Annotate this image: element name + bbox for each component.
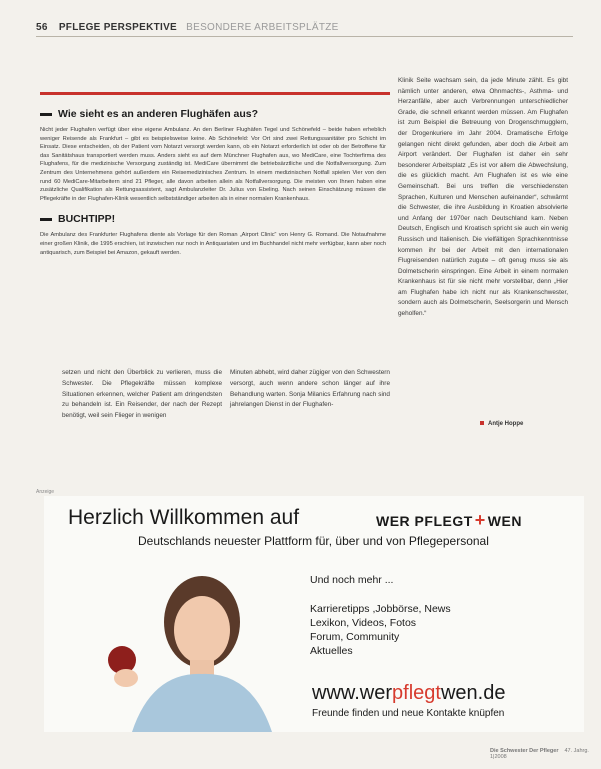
right-column-text: Klinik Seite wachsam sein, da jede Minute zählt. Es gibt nämlich unter anderen, etwa Ohnmachts-, Asthma- und Herzanfälle, aber auch Verbrennungen unterschiedlicher Grade, die schnell erkannt werden müssen. Am Flughafen ist zum Beispiel die Betreuung von Drogenschmugglern, der Drogenkuriere im Jahr 2004. Dramatische Erfolge gelangen nicht direkt gefunden, aber doch die Arbeit am Airport verändert. Der Flughafen ist daher ein sehr besonderer Arbeitsplatz „Es ist vor allem die Abwechslung, die es glücklich macht. Am Flughafen ist es wie eine Gemeinschaft. Bei uns treffen die verschiedensten Sprachen, Kulturen und Menschen aufeinander“, schwärmt die Schwester, die ihre Ausbildung in Kroatien absolvierte und Anfang der 1970er nach Deutschland kam. Neben Deutsch, Englisch und Kroatisch spricht sie auch ein wenig Russisch und Italienisch. Die vielfältigen Sprachkenntnisse kommen ihr bei der Arbeit mit den internationalen Flugreisenden natürlich zugute – oft genug muss sie als Dolmetscherin einspringen. Eine Arbeit in einem normalen Krankenhaus ist für sie nicht mehr vorstellbar, denn „Hier am Flughafen habe ich nicht nur als Krankenschwester, sondern auch als Dolmetscherin, Seelsorgerin und Mensch geholfen.“ bbox=[398, 77, 568, 318]
face-shape bbox=[174, 596, 230, 664]
lower-column-1: setzen und nicht den Überblick zu verlieren, muss die Schwester. Die Pflegekräfte müssen komplexe Situationen erkennen, welcher Patient am dringendsten zu behandeln ist. Ein Reisender, der nach der Rezept benötigt, weil sein Flieger in wenigen bbox=[62, 369, 222, 420]
ad-claim: Freunde finden und neue Kontakte knüpfen bbox=[312, 708, 505, 719]
author-line bbox=[480, 421, 523, 427]
infobox-paragraph: Nicht jeder Flughafen verfügt über eine eigene Ambulanz. An den Berliner Flughäfen Tegel und Schönefeld – beide haben erheblich weniger Reisende als Frankfurt – gibt es beispielsweise keine. Ab Schönefeld: Vor Ort sind zwei Rettungssanitäter pro Schicht im Einsatz. Diese entscheiden, ob der Patient vom Notarzt versorgt werden kann, ob ein Notarzt erforderlich ist oder ob der Betroffene für das Sanitätshaus transportiert werden muss. Anders sieht es auf dem Münchner Flughafen aus, wo MediCare, eine Tochterfirma des Flughafens, für die medizinische Versorgung zuständig ist. MediCare übernimmt die betriebsärztliche und die Notfallversorgung. Zum Zentrum des Unternehmens gehört außerdem ein Reisemedizinisches Zentrum. In einem medizinischen Notfall spielen Vier von den rund 60 MediCare-Mitarbeitern sind 21 Pfleger, alle davon arbeiten allein als Notfallversorgung. Die meisten von Ihnen haben eine zusätzliche Qualifikation als Rettungsassistent, sagt Ambulanzleiter Dr. Julius von Ebeling. Nach seinen Einschätzung müssen die Pflegekräfte in der Flughafen-Klinik wesentlich selbstständiger arbeiten als in einer normalen Krankenhaus. bbox=[40, 127, 386, 202]
ad-feature-item: Aktuelles bbox=[310, 645, 353, 657]
infobox-accent-bar bbox=[40, 92, 390, 95]
ad-subtitle: Deutschlands neuester Plattform für, über und von Pflegepersonal bbox=[138, 534, 489, 548]
ad-url-suffix: wen.de bbox=[440, 682, 506, 704]
ad-logo bbox=[376, 510, 522, 531]
ad-url-prefix: www.wer bbox=[312, 682, 393, 704]
ad-feature-item: Lexikon, Videos, Fotos bbox=[310, 617, 417, 629]
ad-more-label: Und noch mehr ... bbox=[310, 574, 394, 586]
page-footer bbox=[490, 748, 601, 760]
ad-label: Anzeige bbox=[36, 489, 55, 495]
heading-dash-icon bbox=[40, 218, 52, 221]
magazine-name: Die Schwester Der Pfleger bbox=[490, 748, 559, 754]
booktip-paragraph: Die Ambulanz des Frankfurter Flughafens diente als Vorlage für den Roman „Airport Clinic“ von Henry G. Romand. Die Notaufnahme einer großen Klinik, die 1995 erschien, ist inzwischen nur noch in Antiquariaten und im Buchhandel nicht mehr verfügbar, kann aber noch antiquarisch, zum Beispiel bei Amazon, gekauft werden. bbox=[40, 232, 386, 256]
page-header bbox=[36, 22, 339, 33]
ad-title: Herzlich Willkommen auf bbox=[68, 506, 300, 529]
ad-logo-left: WER PFLEGT bbox=[376, 513, 473, 529]
page-number: 56 bbox=[36, 22, 48, 33]
booktip-heading-text: BUCHTIPP! bbox=[58, 213, 116, 226]
author-square-icon bbox=[480, 421, 484, 425]
lower-column-2: Minuten abhebt, wird daher zügiger von den Schwestern versorgt, auch wenn andere schon länger auf ihre Behandlung warten. Sonja Milanics Erfahrung nach sind jahrelangen Dienst in der Flughafen- bbox=[230, 369, 390, 409]
infobox bbox=[40, 98, 386, 360]
ad-logo-right: WEN bbox=[487, 513, 522, 529]
ad-feature-list bbox=[310, 602, 451, 658]
ad-feature-item: Karrieretipps ,Jobbörse, News bbox=[310, 603, 451, 615]
infobox-heading bbox=[40, 108, 386, 120]
ad-url-link[interactable] bbox=[312, 682, 505, 705]
booktip-heading bbox=[40, 213, 386, 225]
issue-label: 47. Jahrg. 1|2008 bbox=[490, 748, 589, 760]
ad-url-highlight: pflegt bbox=[392, 682, 441, 704]
section-title: PFLEGE PERSPEKTIVE bbox=[58, 22, 178, 33]
heading-dash-icon bbox=[40, 113, 52, 116]
infobox-heading-text: Wie sieht es an anderen Flughäfen aus? bbox=[58, 108, 259, 120]
nurse-photo bbox=[92, 552, 292, 732]
header-rule bbox=[36, 36, 573, 37]
advertisement bbox=[44, 496, 584, 732]
subsection-title: BESONDERE ARBEITSPLÄTZE bbox=[186, 22, 339, 33]
hand-shape bbox=[114, 669, 138, 687]
author-name: Antje Hoppe bbox=[488, 421, 524, 427]
medical-cross-icon: + bbox=[474, 510, 486, 530]
ad-feature-item: Forum, Community bbox=[310, 631, 400, 643]
uniform-shape bbox=[132, 674, 272, 732]
